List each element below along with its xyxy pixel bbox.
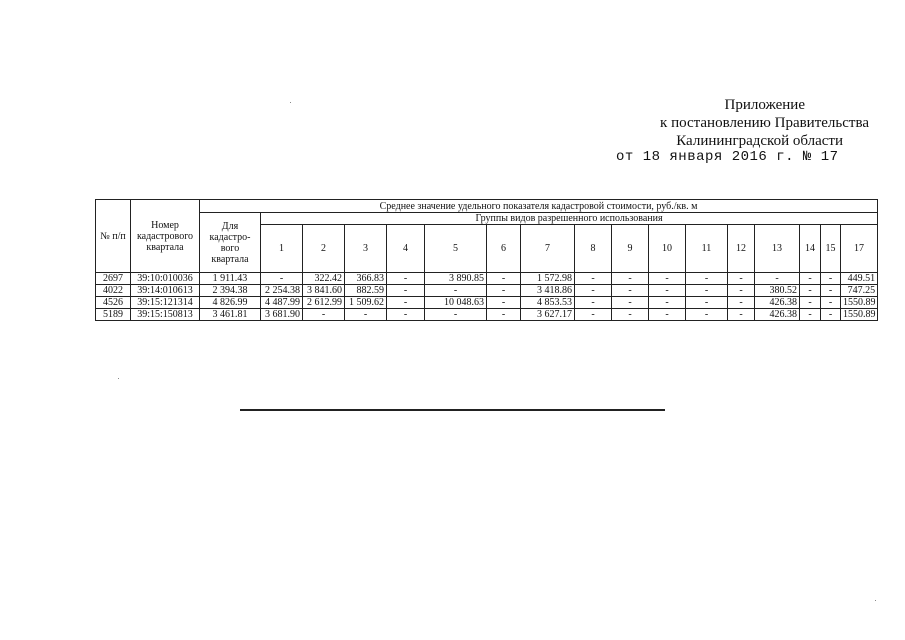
group-value-cell: - (387, 285, 425, 297)
header-group-5: 5 (425, 225, 487, 273)
group-value-cell: 366.83 (345, 273, 387, 285)
header-average-value: Среднее значение удельного показателя кадастровой стоимости, руб./кв. м (200, 200, 878, 213)
group-value-cell: 449.51 (841, 273, 878, 285)
group-value-cell: 322.42 (303, 273, 345, 285)
cadastral-number-cell: 39:10:010036 (131, 273, 200, 285)
group-value-cell: - (728, 285, 755, 297)
group-value-cell: 3 627.17 (521, 309, 575, 321)
header-group-15: 15 (821, 225, 841, 273)
group-value-cell: - (387, 309, 425, 321)
header-group-10: 10 (649, 225, 686, 273)
group-value-cell: - (575, 297, 612, 309)
group-value-cell: 3 681.90 (261, 309, 303, 321)
group-value-cell: - (800, 285, 821, 297)
header-group-12: 12 (728, 225, 755, 273)
resolution-date: от 18 января 2016 г. № 17 (616, 149, 839, 165)
group-value-cell: - (487, 285, 521, 297)
header-group-3: 3 (345, 225, 387, 273)
group-value-cell: - (821, 285, 841, 297)
appendix-resolution-line: к постановлению Правительства (660, 115, 869, 131)
group-value-cell: - (487, 309, 521, 321)
cadastral-number-cell: 39:14:010613 (131, 285, 200, 297)
quarter-value-cell: 3 461.81 (200, 309, 261, 321)
group-value-cell: 3 418.86 (521, 285, 575, 297)
group-value-cell: - (686, 273, 728, 285)
appendix-region-line: Калининградской области (676, 133, 843, 149)
group-value-cell: - (649, 309, 686, 321)
cadastral-number-cell: 39:15:150813 (131, 309, 200, 321)
group-value-cell: - (261, 273, 303, 285)
group-value-cell: - (821, 297, 841, 309)
group-value-cell: - (649, 297, 686, 309)
table-row (96, 273, 878, 285)
scan-speck (118, 378, 119, 379)
cadastral-value-table (95, 199, 878, 321)
group-value-cell: 380.52 (755, 285, 800, 297)
header-group-7: 7 (521, 225, 575, 273)
group-value-cell: - (649, 285, 686, 297)
header-group-13: 13 (755, 225, 800, 273)
quarter-value-cell: 2 394.38 (200, 285, 261, 297)
group-value-cell: 2 612.99 (303, 297, 345, 309)
group-value-cell: - (345, 309, 387, 321)
group-value-cell: - (649, 273, 686, 285)
group-value-cell: - (821, 309, 841, 321)
group-value-cell: - (728, 309, 755, 321)
group-value-cell: - (800, 273, 821, 285)
group-value-cell: 1550.89 (841, 309, 878, 321)
group-value-cell: - (387, 297, 425, 309)
header-group-14: 14 (800, 225, 821, 273)
quarter-value-cell: 4 826.99 (200, 297, 261, 309)
row-number-cell: 4022 (96, 285, 131, 297)
header-group-8: 8 (575, 225, 612, 273)
group-value-cell: - (686, 285, 728, 297)
group-value-cell: - (728, 273, 755, 285)
header-group-17: 17 (841, 225, 878, 273)
row-number-cell: 2697 (96, 273, 131, 285)
header-group-9: 9 (612, 225, 649, 273)
group-value-cell: - (728, 297, 755, 309)
group-value-cell: - (686, 309, 728, 321)
table-row (96, 285, 878, 297)
group-value-cell: - (800, 297, 821, 309)
group-value-cell: 1550.89 (841, 297, 878, 309)
group-value-cell: - (686, 297, 728, 309)
group-value-cell: 2 254.38 (261, 285, 303, 297)
group-value-cell: - (612, 297, 649, 309)
header-cadastral-number: Номер кадастрового квартала (131, 200, 200, 273)
group-value-cell: - (612, 309, 649, 321)
group-value-cell: 10 048.63 (425, 297, 487, 309)
closing-rule (240, 409, 665, 411)
group-value-cell: 1 509.62 (345, 297, 387, 309)
header-row-number: № п/п (96, 200, 131, 273)
header-for-quarter: Для кадастро-вого квартала (200, 213, 261, 273)
group-value-cell: 426.38 (755, 297, 800, 309)
group-value-cell: - (755, 273, 800, 285)
scan-speck (875, 600, 876, 601)
header-group-6: 6 (487, 225, 521, 273)
group-value-cell: 3 841.60 (303, 285, 345, 297)
group-value-cell: - (487, 273, 521, 285)
group-value-cell: - (612, 273, 649, 285)
group-value-cell: - (800, 309, 821, 321)
group-value-cell: - (575, 309, 612, 321)
header-group-2: 2 (303, 225, 345, 273)
group-value-cell: - (425, 309, 487, 321)
scan-speck (290, 102, 291, 103)
group-value-cell: - (303, 309, 345, 321)
row-number-cell: 5189 (96, 309, 131, 321)
table-row (96, 309, 878, 321)
row-number-cell: 4526 (96, 297, 131, 309)
appendix-title: Приложение (724, 97, 805, 113)
group-value-cell: - (387, 273, 425, 285)
group-value-cell: 882.59 (345, 285, 387, 297)
group-value-cell: - (821, 273, 841, 285)
group-value-cell: 4 487.99 (261, 297, 303, 309)
cadastral-number-cell: 39:15:121314 (131, 297, 200, 309)
header-group-1: 1 (261, 225, 303, 273)
group-value-cell: - (612, 285, 649, 297)
group-value-cell: - (575, 273, 612, 285)
quarter-value-cell: 1 911.43 (200, 273, 261, 285)
group-value-cell: 426.38 (755, 309, 800, 321)
header-group-11: 11 (686, 225, 728, 273)
group-value-cell: - (575, 285, 612, 297)
group-value-cell: 4 853.53 (521, 297, 575, 309)
group-value-cell: 1 572.98 (521, 273, 575, 285)
header-usage-groups: Группы видов разрешенного использования (261, 213, 878, 225)
group-value-cell: - (487, 297, 521, 309)
group-value-cell: 747.25 (841, 285, 878, 297)
header-group-4: 4 (387, 225, 425, 273)
table-row (96, 297, 878, 309)
group-value-cell: - (425, 285, 487, 297)
group-value-cell: 3 890.85 (425, 273, 487, 285)
appendix-header (660, 96, 869, 150)
